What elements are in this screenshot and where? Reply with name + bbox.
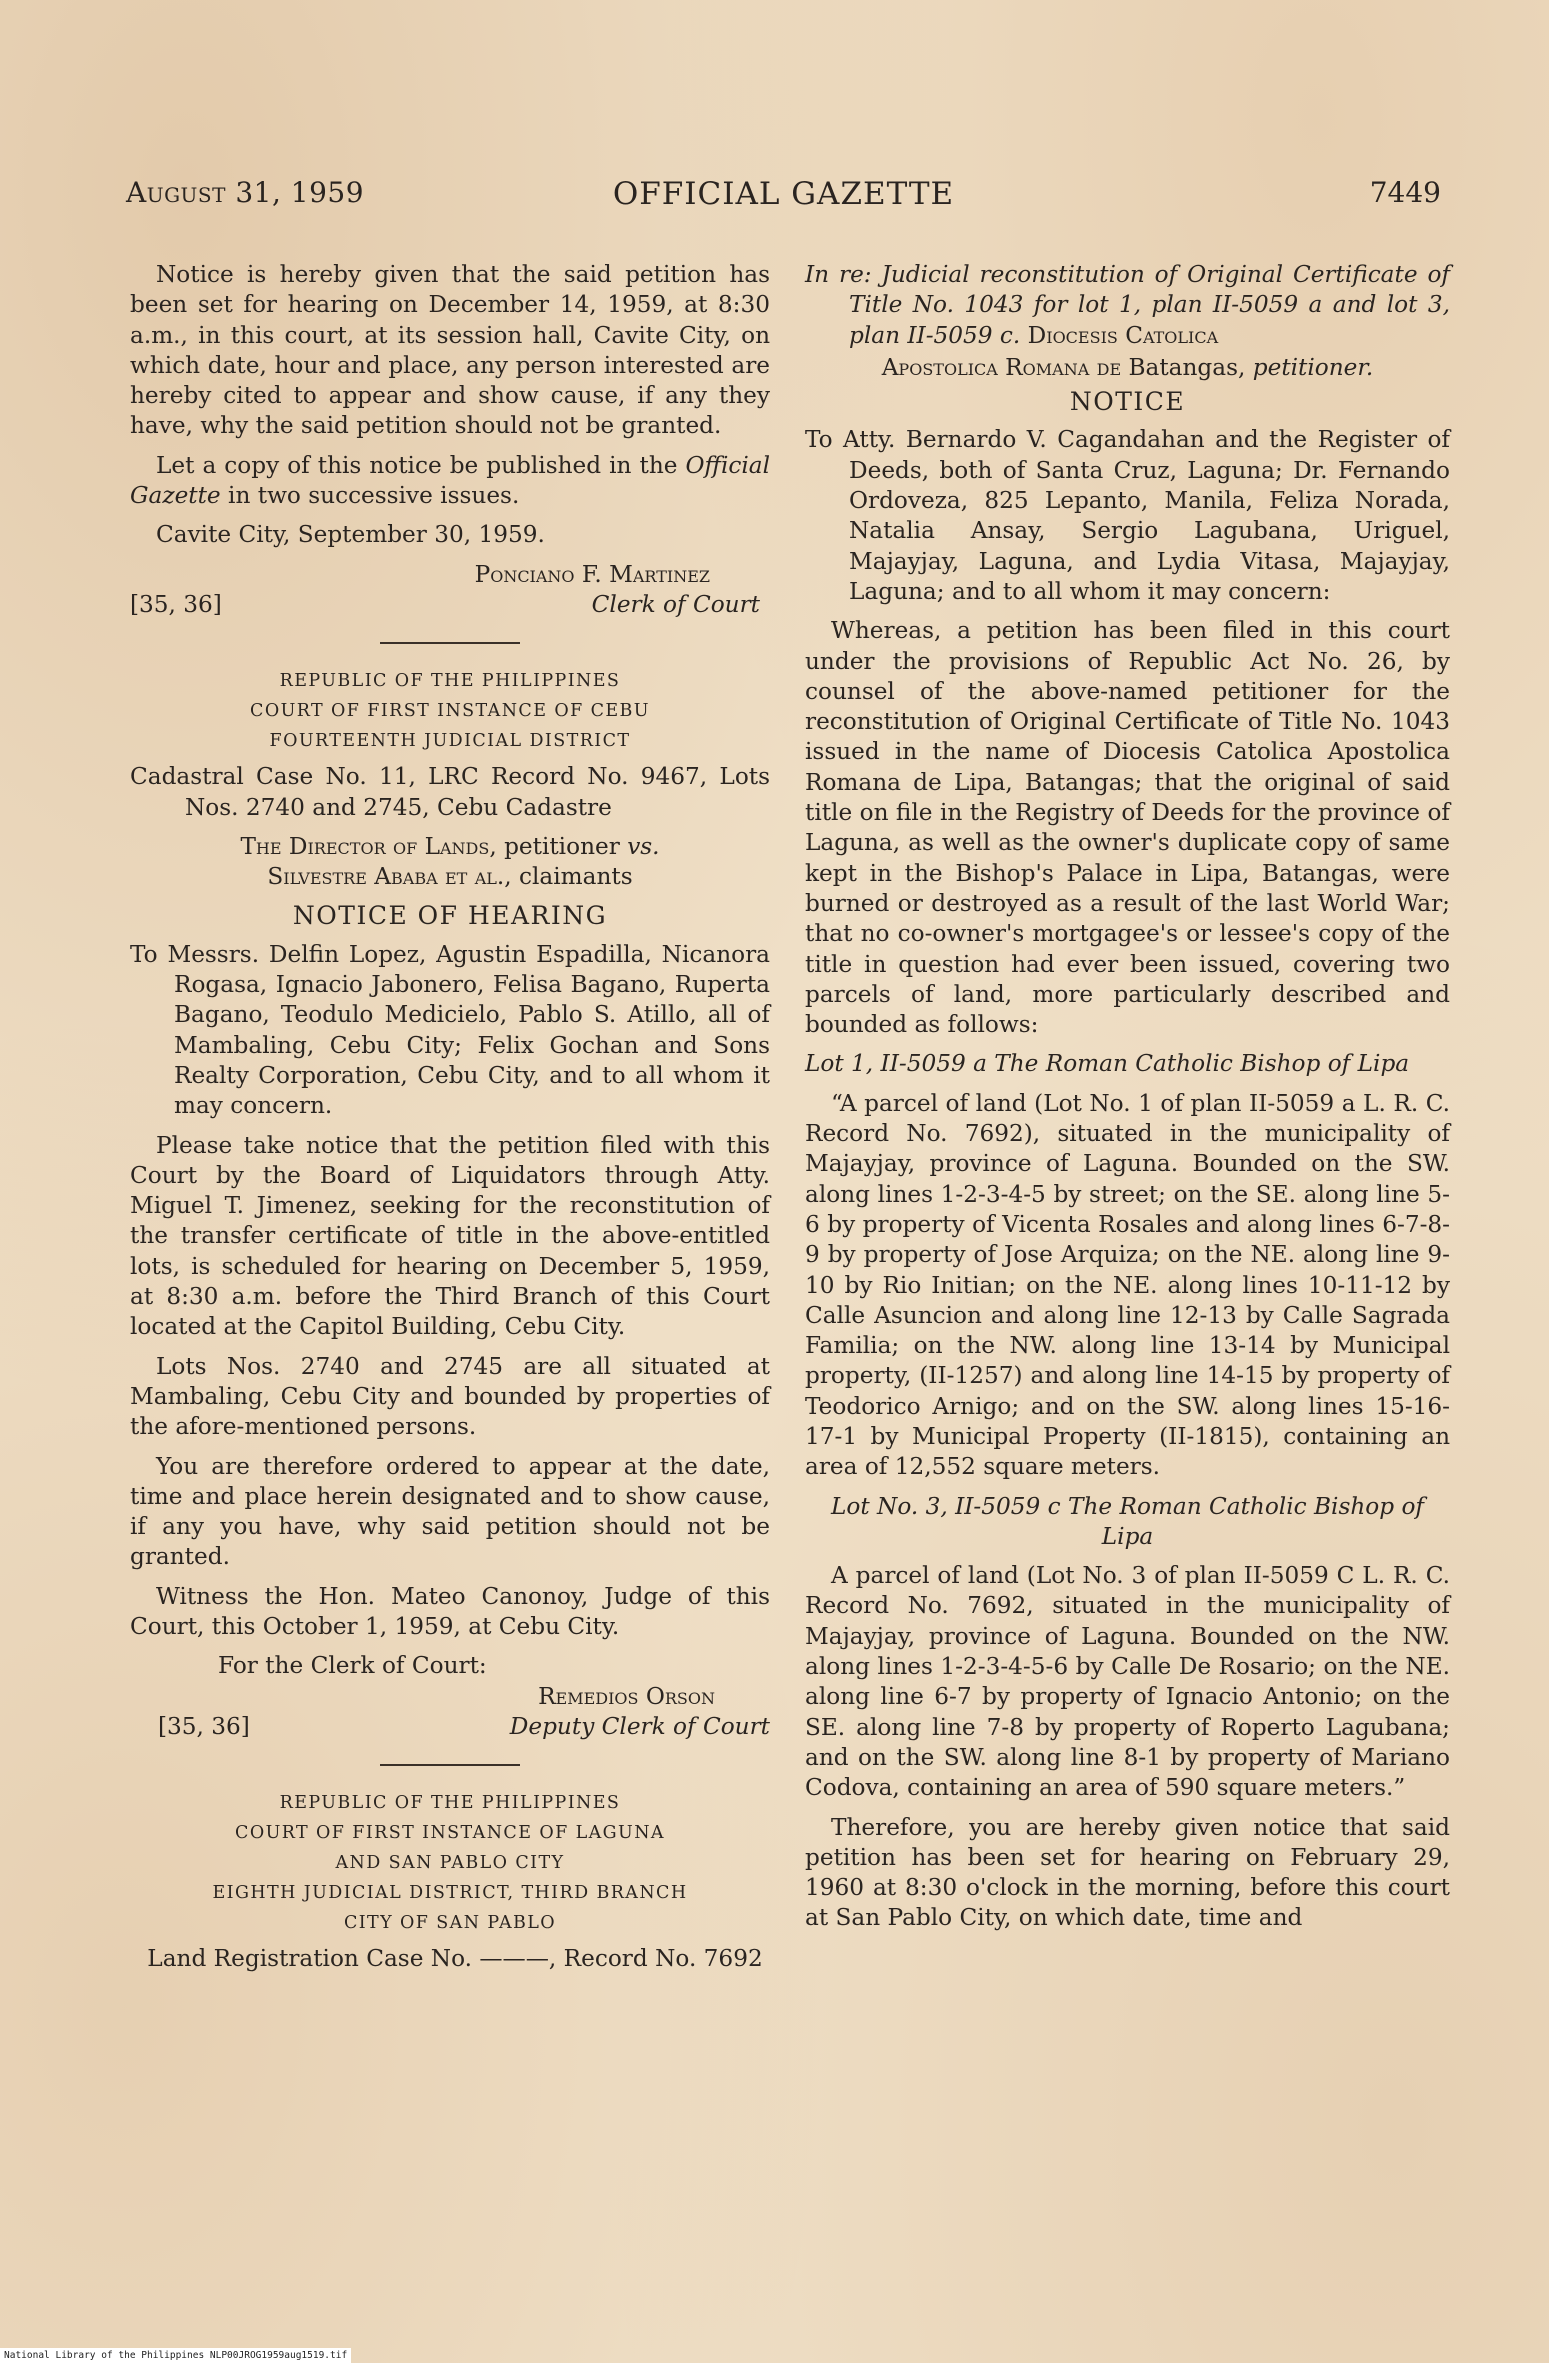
paragraph: Therefore, you are hereby given notice that said petition has been set for hearing on February 29, 1960 at 8:30 o'clock in the morning, before this court at San Pablo City, on which date, time and [805, 1813, 1450, 1932]
case-caption: Land Registration Case No. ———, Record No. 7692 [147, 1945, 763, 1973]
left-column [130, 260, 770, 1983]
court-heading: REPUBLIC OF THE PHILIPPINES [279, 671, 621, 692]
court-heading: REPUBLIC OF THE PHILIPPINES [279, 1793, 621, 1814]
court-heading: AND SAN PABLO CITY [335, 1853, 565, 1874]
signatory-title: Deputy Clerk of Court [509, 1712, 770, 1740]
case-caption: Cadastral Case No. 11, LRC Record No. 9467, Lots Nos. 2740 and 2745, Cebu Cadastre [130, 763, 770, 821]
in-re-caption-line2: Apostolica Romana de Batangas, petitioner. [881, 353, 1374, 381]
court-heading: COURT OF FIRST INSTANCE OF CEBU [250, 701, 650, 722]
addressees: To Messrs. Delfin Lopez, Agustin Espadilla, Nicanora Rogasa, Ignacio Jabonero, Felisa Bagano, Ruperta Bagano, Teodulo Medicielo, Pablo S. Atillo, all of Mambaling, Cebu City; Felix Gochan and Sons Realty Corporation, Cebu City, and to all whom it may concern. [130, 940, 770, 1120]
scan-footer: National Library of the Philippines NLP00JROG1959aug1519.tif [0, 2348, 351, 2363]
parties: The Director of Lands, petitioner vs. [240, 832, 660, 860]
lot-heading: Lot No. 3, II-5059 c The Roman Catholic Bishop of Lipa [830, 1492, 1424, 1550]
signature-block [130, 560, 770, 621]
paragraph: Witness the Hon. Mateo Canonoy, Judge of this Court, this October 1, 1959, at Cebu City. [130, 1582, 770, 1640]
lot-description: “A parcel of land (Lot No. 1 of plan II-5059 a L. R. C. Record No. 7692), situated in the municipality of Majayjay, province of Laguna. Bounded on the SW. along lines 1-2-3-4-5 by street; on the SE. along line 5-6 by property of Vicenta Rosales and along lines 6-7-8-9 by property of Jose Arquiza; on the NE. along line 9-10 by Rio Initian; on the NE. along lines 10-11-12 by Calle Asuncion and along line 12-13 by Calle Sagrada Familia; on the NW. along line 13-14 by Municipal property, (II-1257) and along line 14-15 by property of Teodorico Arnigo; and on the SW. along lines 15-16-17-1 by Municipal Property (II-1815), containing an area of 12,552 square meters. [805, 1089, 1450, 1481]
notice-title: NOTICE OF HEARING [292, 901, 608, 931]
header-page-number: 7449 [1369, 176, 1441, 209]
court-heading: COURT OF FIRST INSTANCE OF LAGUNA [235, 1823, 665, 1844]
lot-description: A parcel of land (Lot No. 3 of plan II-5059 C L. R. C. Record No. 7692, situated in the municipality of Majayjay, province of Laguna. Bounded on the NW. along lines 1-2-3-4-5-6 by Calle De Rosario; on the NE. along line 6-7 by property of Ignacio Antonio; on the SE. along line 7-8 by property of Roperto Lagubana; and on the SW. along line 8-1 by property of Mariano Codova, containing an area of 590 square meters.” [805, 1562, 1450, 1802]
header-date: August 31, 1959 [126, 176, 365, 209]
paragraph: Whereas, a petition has been filed in this court under the provisions of Republic Act No. 26, by counsel of the above-named petitioner for the reconstitution of Original Certificate of Title No. 1043 issued in the name of Diocesis Catolica Apostolica Romana de Lipa, Batangas; that the original of said title on file in the Registry of Deeds for the province of Laguna, as well as the owner's duplicate copy of same kept in the Bishop's Palace in Lipa, Batangas, were burned or destroyed as a result of the last World War; that no co-owner's mortgagee's or lessee's copy of the title in question had ever been issued, covering two parcels of land, more particularly described and bounded as follows: [805, 617, 1450, 1039]
in-re-caption: In re: Judicial reconstitution of Original Certificate of Title No. 1043 for lot 1, plan II-5059 a and lot 3, plan II-5059 c. Diocesis Catolica [805, 261, 1450, 349]
notice-title: NOTICE [1069, 387, 1186, 417]
header-title: OFFICIAL GAZETTE [612, 176, 955, 212]
parties: Silvestre Ababa et al., claimants [267, 863, 633, 891]
paragraph: Please take notice that the petition filed with this Court by the Board of Liquidators through Atty. Miguel T. Jimenez, seeking for the reconstitution of the transfer certificate of title in the above-entitled lots, is scheduled for hearing on December 5, 1959, at 8:30 a.m. before the Third Branch of this Court located at the Capitol Building, Cebu City. [130, 1131, 770, 1341]
court-heading: FOURTEENTH JUDICIAL DISTRICT [269, 731, 631, 752]
court-heading: CITY OF SAN PABLO [343, 1913, 557, 1934]
court-heading: EIGHTH JUDICIAL DISTRICT, THIRD BRANCH [212, 1883, 688, 1904]
signatory-title: Clerk of Court [591, 590, 760, 618]
issue-ref: [35, 36] [158, 1712, 250, 1740]
paragraph: Let a copy of this notice be published in the Official Gazette in two successive issues. [130, 451, 770, 510]
paragraph: You are therefore ordered to appear at the date, time and place herein designated and to show cause, if any you have, why said petition should not be granted. [130, 1452, 770, 1571]
page-header [126, 176, 1441, 216]
dateline: Cavite City, September 30, 1959. [156, 521, 545, 549]
signatory-name: Remedios Orson [538, 1682, 715, 1710]
right-column [805, 260, 1450, 1943]
divider [380, 642, 520, 644]
paragraph: Lots Nos. 2740 and 2745 are all situated at Mambaling, Cebu City and bounded by properties of the afore-mentioned persons. [130, 1352, 770, 1441]
for-clerk: For the Clerk of Court: [218, 1652, 487, 1680]
signatory-name: Ponciano F. Martinez [474, 560, 710, 588]
signature-block [130, 1682, 770, 1743]
divider [380, 1764, 520, 1766]
lot-heading: Lot 1, II-5059 a The Roman Catholic Bishop of Lipa [805, 1050, 1410, 1078]
addressees: To Atty. Bernardo V. Cagandahan and the Register of Deeds, both of Santa Cruz, Laguna; Dr. Fernando Ordoveza, 825 Lepanto, Manila, Feliza Norada, Natalia Ansay, Sergio Lagubana, Uriguel, Majayjay, Laguna, and Lydia Vitasa, Majayjay, Laguna; and to all whom it may concern: [805, 426, 1450, 605]
paragraph: Notice is hereby given that the said petition has been set for hearing on December 14, 1959, at 8:30 a.m., in this court, at its session hall, Cavite City, on which date, hour and place, any person interested are hereby cited to appear and show cause, if any they have, why the said petition should not be granted. [130, 261, 770, 440]
issue-ref: [35, 36] [130, 590, 222, 618]
